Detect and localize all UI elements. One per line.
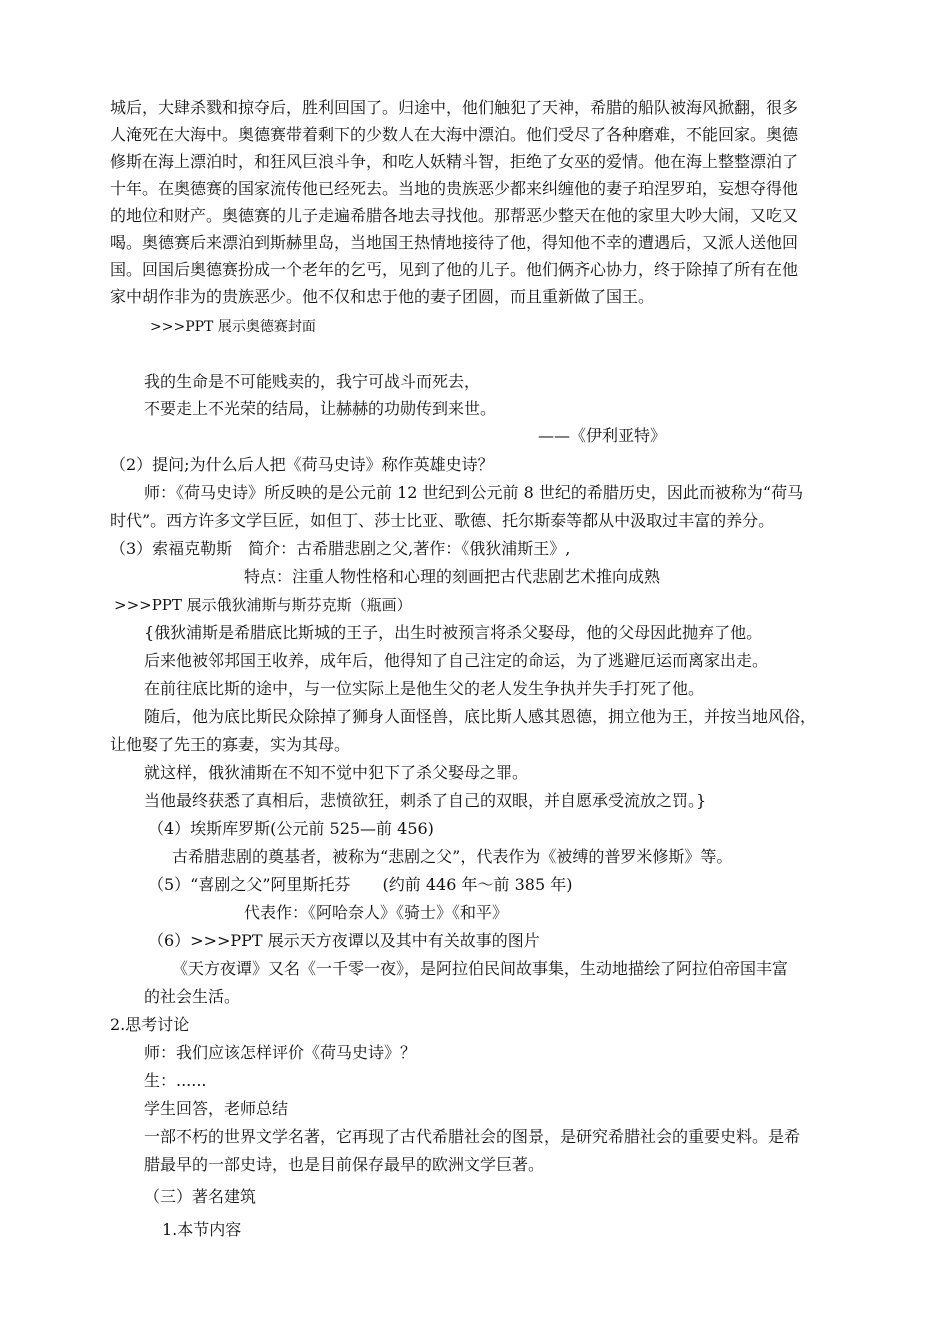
question-4-desc: 古希腊悲剧的奠基者，被称为“悲剧之父”，代表作为《被缚的普罗米修斯》等。 bbox=[172, 847, 733, 866]
question-3: （3）索福克勒斯 简介：古希腊悲剧之父,著作：《俄狄浦斯王》, bbox=[110, 539, 571, 558]
question-6: （6）>>>PPT 展示天方夜谭以及其中有关故事的图片 bbox=[148, 931, 540, 950]
paragraph-line: 国。回国后奥德赛扮成一个老年的乞丐，见到了他的儿子。他们俩齐心协力，终于除掉了所有在他 bbox=[110, 260, 799, 279]
oedipus-line: 就这样，俄狄浦斯在不知不觉中犯下了杀父娶母之罪。 bbox=[144, 763, 529, 782]
paragraph-line: 城后，大肆杀戮和掠夺后，胜利回国了。归途中，他们触犯了天神，希腊的船队被海风掀翻，很多 bbox=[110, 98, 799, 117]
question-4: （4）埃斯库罗斯(公元前 525—前 456) bbox=[148, 819, 434, 838]
oedipus-line: 让他娶了先王的寡妻，实为其母。 bbox=[110, 735, 351, 754]
ppt-note: >>>PPT 展示俄狄浦斯与斯芬克斯（瓶画） bbox=[114, 596, 412, 614]
summary-line: 腊最早的一部史诗，也是目前保存最早的欧洲文学巨著。 bbox=[144, 1155, 545, 1174]
oedipus-line: 当他最终获悉了真相后，悲愤欲狂，刺杀了自己的双眼，并自愿承受流放之罚。} bbox=[144, 791, 707, 810]
question-5-works: 代表作：《阿哈奈人》《骑士》《和平》 bbox=[244, 903, 509, 922]
paragraph-line: 的地位和财产。奥德赛的儿子走遍希腊各地去寻找他。那帮恶少整天在他的家里大吵大闹，又吃又 bbox=[110, 206, 799, 225]
oedipus-line: 在前往底比斯的途中，与一位实际上是他生父的老人发生争执并失手打死了他。 bbox=[144, 679, 705, 698]
discussion-heading: 2.思考讨论 bbox=[110, 1015, 190, 1034]
paragraph-line: 人淹死在大海中。奥德赛带着剩下的少数人在大海中漂泊。他们受尽了各种磨难，不能回家。奥德 bbox=[110, 125, 799, 144]
oedipus-line: 后来他被邻邦国王收养，成年后，他得知了自己注定的命运，为了逃避厄运而离家出走。 bbox=[144, 651, 769, 670]
section-item: 1.本节内容 bbox=[162, 1220, 242, 1239]
question-3-feature: 特点：注重人物性格和心理的刻画把古代悲剧艺术推向成熟 bbox=[244, 567, 661, 586]
paragraph-line: 修斯在海上漂泊时，和狂风巨浪斗争，和吃人妖精斗智，拒绝了女巫的爱情。他在海上整整漂泊了 bbox=[110, 152, 799, 171]
summary-line: 一部不朽的世界文学名著，它再现了古代希腊社会的图景，是研究希腊社会的重要史料。是希 bbox=[144, 1127, 801, 1146]
ppt-note: >>>PPT 展示奥德赛封面 bbox=[150, 319, 316, 335]
paragraph-line: 家中胡作非为的贵族恶少。他不仅和忠于他的妻子团圆，而且重新做了国王。 bbox=[110, 287, 655, 306]
summary-intro: 学生回答，老师总结 bbox=[144, 1099, 289, 1118]
teacher-question: 师：我们应该怎样评价《荷马史诗》？ bbox=[144, 1043, 417, 1062]
student-answer: 生：...... bbox=[144, 1071, 207, 1090]
teacher-answer-line: 师：《荷马史诗》所反映的是公元前 12 世纪到公元前 8 世纪的希腊历史，因此而被称为“荷马 bbox=[144, 483, 804, 502]
oedipus-line: {俄狄浦斯是希腊底比斯城的王子，出生时被预言将杀父娶母，他的父母因此抛弃了他。 bbox=[144, 623, 763, 642]
paragraph-line: 十年。在奥德赛的国家流传他已经死去。当地的贵族恶少都来纠缠他的妻子珀涅罗珀，妄想夺得他 bbox=[110, 179, 799, 198]
question-6-desc: 《天方夜谭》又名《一千零一夜》，是阿拉伯民间故事集，生动地描绘了阿拉伯帝国丰富 bbox=[172, 959, 789, 978]
poem-line: 不要走上不光荣的结局，让赫赫的功勋传到来世。 bbox=[144, 399, 497, 418]
teacher-answer-line: 时代”。西方许多文学巨匠，如但丁、莎士比亚、歌德、托尔斯泰等都从中汲取过丰富的养分。 bbox=[110, 511, 775, 530]
paragraph-line: 喝。奥德赛后来漂泊到斯赫里岛，当地国王热情地接待了他，得知他不幸的遭遇后，又派人送他回 bbox=[110, 233, 799, 252]
question-2: （2）提问;为什么后人把《荷马史诗》称作英雄史诗？ bbox=[110, 455, 494, 474]
poem-line: 我的生命是不可能贱卖的，我宁可战斗而死去， bbox=[144, 372, 481, 391]
question-5: （5）“喜剧之父”阿里斯托芬 (约前 446 年～前 385 年) bbox=[148, 875, 573, 894]
poem-source: ——《伊利亚特》 bbox=[538, 426, 667, 445]
section-heading: （三）著名建筑 bbox=[144, 1187, 257, 1206]
oedipus-line: 随后，他为底比斯民众除掉了狮身人面怪兽，底比斯人感其恩德，拥立他为王，并按当地风俗， bbox=[144, 707, 817, 726]
question-6-desc: 的社会生活。 bbox=[144, 987, 241, 1006]
